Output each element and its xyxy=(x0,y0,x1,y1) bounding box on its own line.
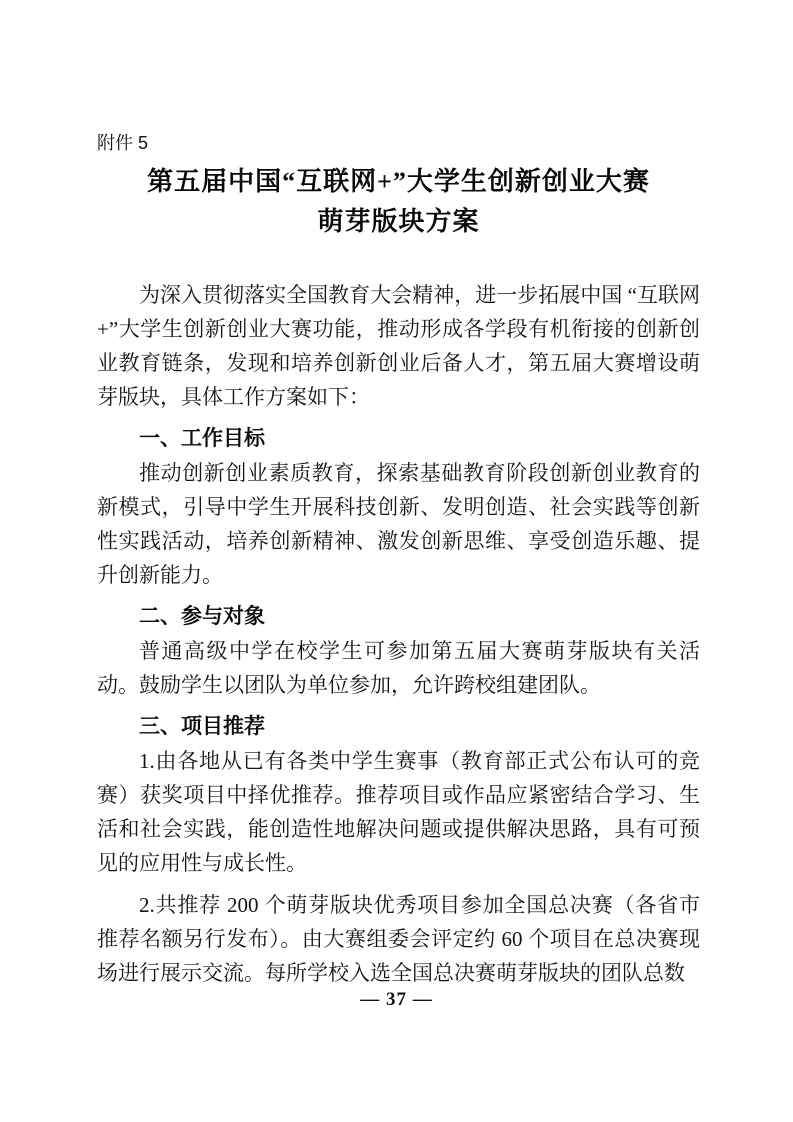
section-2-heading: 二、参与对象 xyxy=(139,605,265,628)
document-title-line-1: 第五届中国“互联网+”大学生创新创业大赛 xyxy=(147,167,650,196)
section-1-body: 推动创新创业素质教育，探索基础教育阶段创新创业教育的新模式，引导中学生开展科技创新、发明创造、社会实践等创新性实践活动，培养创新精神、激发创新思维、享受创造乐趣、提升创新能力。 xyxy=(97,461,700,587)
attachment-label: 附件 5 xyxy=(97,133,149,153)
section-3-item-2: 2.共推荐 200 个萌芽版块优秀项目参加全国总决赛（各省市推荐名额另行发布）。由大赛组委会评定约 60 个项目在总决赛现场进行展示交流。每所学校入选全国总决赛萌芽版块的团队总数 xyxy=(97,893,700,985)
document-title xyxy=(97,162,700,242)
document-title-line-2: 萌芽版块方案 xyxy=(317,207,480,236)
section-3-item-1: 1.由各地从已有各类中学生赛事（教育部正式公布认可的竞赛）获奖项目中择优推荐。推荐项目或作品应紧密结合学习、生活和社会实践，能创造性地解决问题或提供解决思路，具有可预见的应用性与成长性。 xyxy=(97,749,700,875)
section-1-heading: 一、工作目标 xyxy=(139,427,265,450)
section-2-body: 普通高级中学在校学生可参加第五届大赛萌芽版块有关活动。鼓励学生以团队为单位参加，允许跨校组建团队。 xyxy=(97,639,700,697)
page-number: — 37 — xyxy=(360,989,433,1010)
intro-paragraph: 为深入贯彻落实全国教育大会精神，进一步拓展中国 “互联网+”大学生创新创业大赛功能，推动形成各学段有机衔接的创新创业教育链条，发现和培养创新创业后备人才，第五届大赛增设萌芽版块，具体工作方案如下： xyxy=(97,283,700,409)
section-3-heading: 三、项目推荐 xyxy=(139,715,265,738)
